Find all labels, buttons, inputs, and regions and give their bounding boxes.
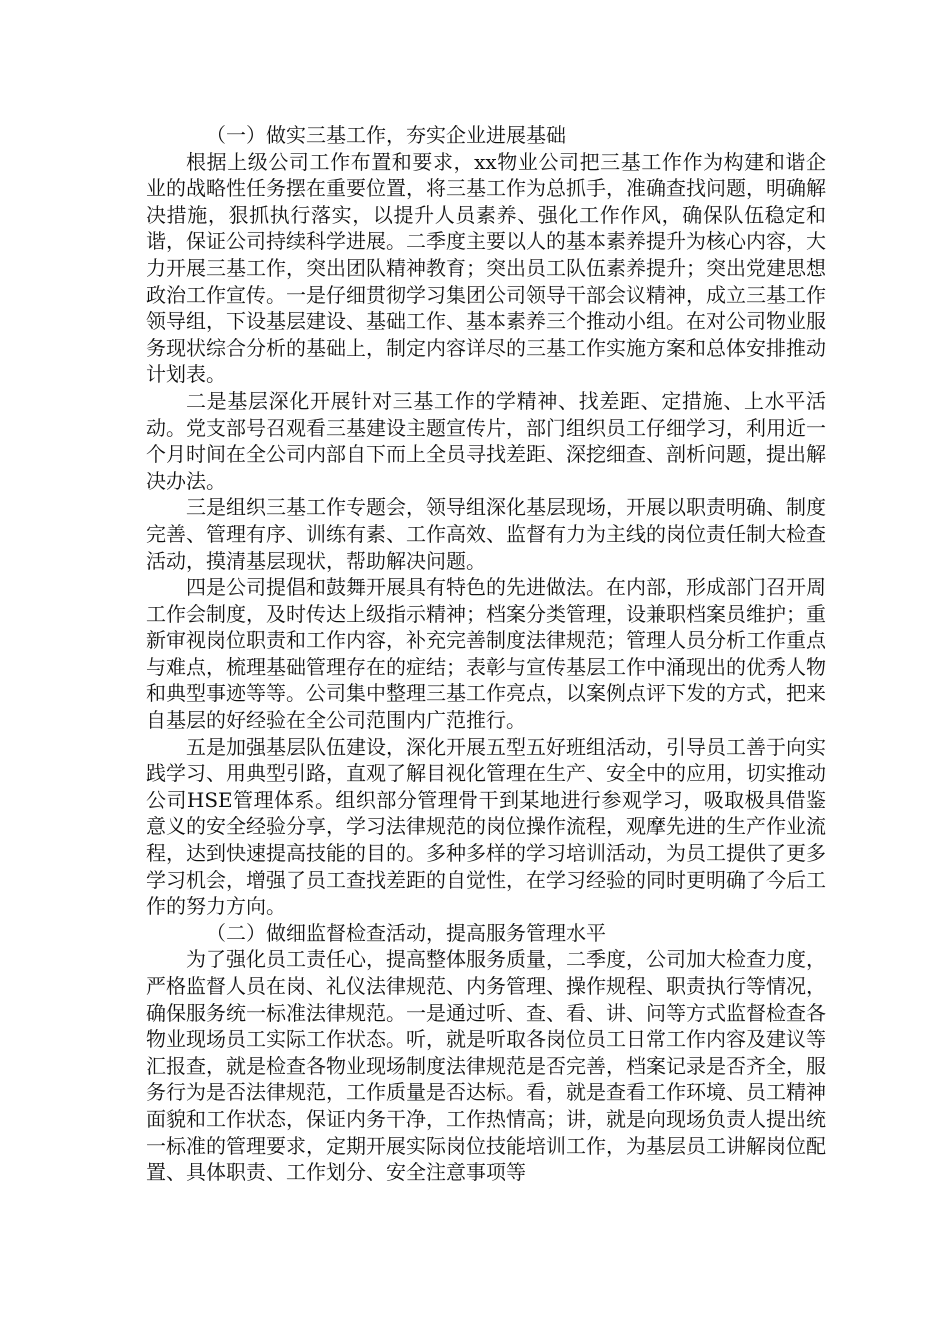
- paragraph-2: 二是基层深化开展针对三基工作的学精神、找差距、定措施、上水平活动。党支部号召观看三基建设主题宣传片，部门组织员工仔细学习，利用近一个月时间在全公司内部自下而上全员寻找差距、深挖细查、剖析问题，提出解决办法。: [146, 388, 826, 493]
- document-body: [146, 122, 826, 1186]
- paragraph-6: 为了强化员工责任心，提高整体服务质量，二季度，公司加大检查力度，严格监督人员在岗、礼仪法律规范、内务管理、操作规程、职责执行等情况，确保服务统一标准法律规范。一是通过听、查、看、讲、问等方式监督检查各物业现场员工实际工作状态。听，就是听取各岗位员工日常工作内容及建议等汇报查，就是检查各物业现场制度法律规范是否完善，档案记录是否齐全，服务行为是否法律规范，工作质量是否达标。看，就是查看工作环境、员工精神面貌和工作状态，保证内务干净，工作热情高；讲，就是向现场负责人提出统一标准的管理要求，定期开展实际岗位技能培训工作，为基层员工讲解岗位配置、具体职责、工作划分、安全注意事项等: [146, 947, 826, 1185]
- paragraph-3: 三是组织三基工作专题会，领导组深化基层现场，开展以职责明确、制度完善、管理有序、训练有素、工作高效、监督有力为主线的岗位责任制大检查活动，摸清基层现状，帮助解决问题。: [146, 495, 826, 573]
- paragraph-1: 根据上级公司工作布置和要求，xx物业公司把三基工作作为构建和谐企业的战略性任务摆在重要位置，将三基工作为总抓手，准确查找问题，明确解决措施，狠抓执行落实，以提升人员素养、强化工作作风，确保队伍稳定和谐，保证公司持续科学进展。二季度主要以人的基本素养提升为核心内容，大力开展三基工作，突出团队精神教育；突出员工队伍素养提升；突出党建思想政治工作宣传。一是仔细贯彻学习集团公司领导干部会议精神，成立三基工作领导组，下设基层建设、基础工作、基本素养三个推动小组。在对公司物业服务现状综合分析的基础上，制定内容详尽的三基工作实施方案和总体安排推动计划表。: [146, 149, 826, 387]
- section-heading-2: （二）做细监督检查活动，提高服务管理水平: [206, 920, 606, 945]
- paragraph-5: 五是加强基层队伍建设，深化开展五型五好班组活动，引导员工善于向实践学习、用典型引路，直观了解目视化管理在生产、安全中的应用，切实推动公司HSE管理体系。组织部分管理骨干到某地进行参观学习，吸取极具借鉴意义的安全经验分享，学习法律规范的岗位操作流程，观摩先进的生产作业流程，达到快速提高技能的目的。多种多样的学习培训活动，为员工提供了更多学习机会，增强了员工查找差距的自觉性，在学习经验的同时更明确了今后工作的努力方向。: [146, 734, 826, 919]
- section-heading-1: （一）做实三基工作，夯实企业进展基础: [206, 123, 566, 147]
- paragraph-4: 四是公司提倡和鼓舞开展具有特色的先进做法。在内部，形成部门召开周工作会制度，及时传达上级指示精神；档案分类管理，设兼职档案员维护；重新审视岗位职责和工作内容，补充完善制度法律规范；管理人员分析工作重点与难点，梳理基础管理存在的症结；表彰与宣传基层工作中涌现出的优秀人物和典型事迹等等。公司集中整理三基工作亮点，以案例点评下发的方式，把来自基层的好经验在全公司范围内广范推行。: [146, 575, 826, 733]
